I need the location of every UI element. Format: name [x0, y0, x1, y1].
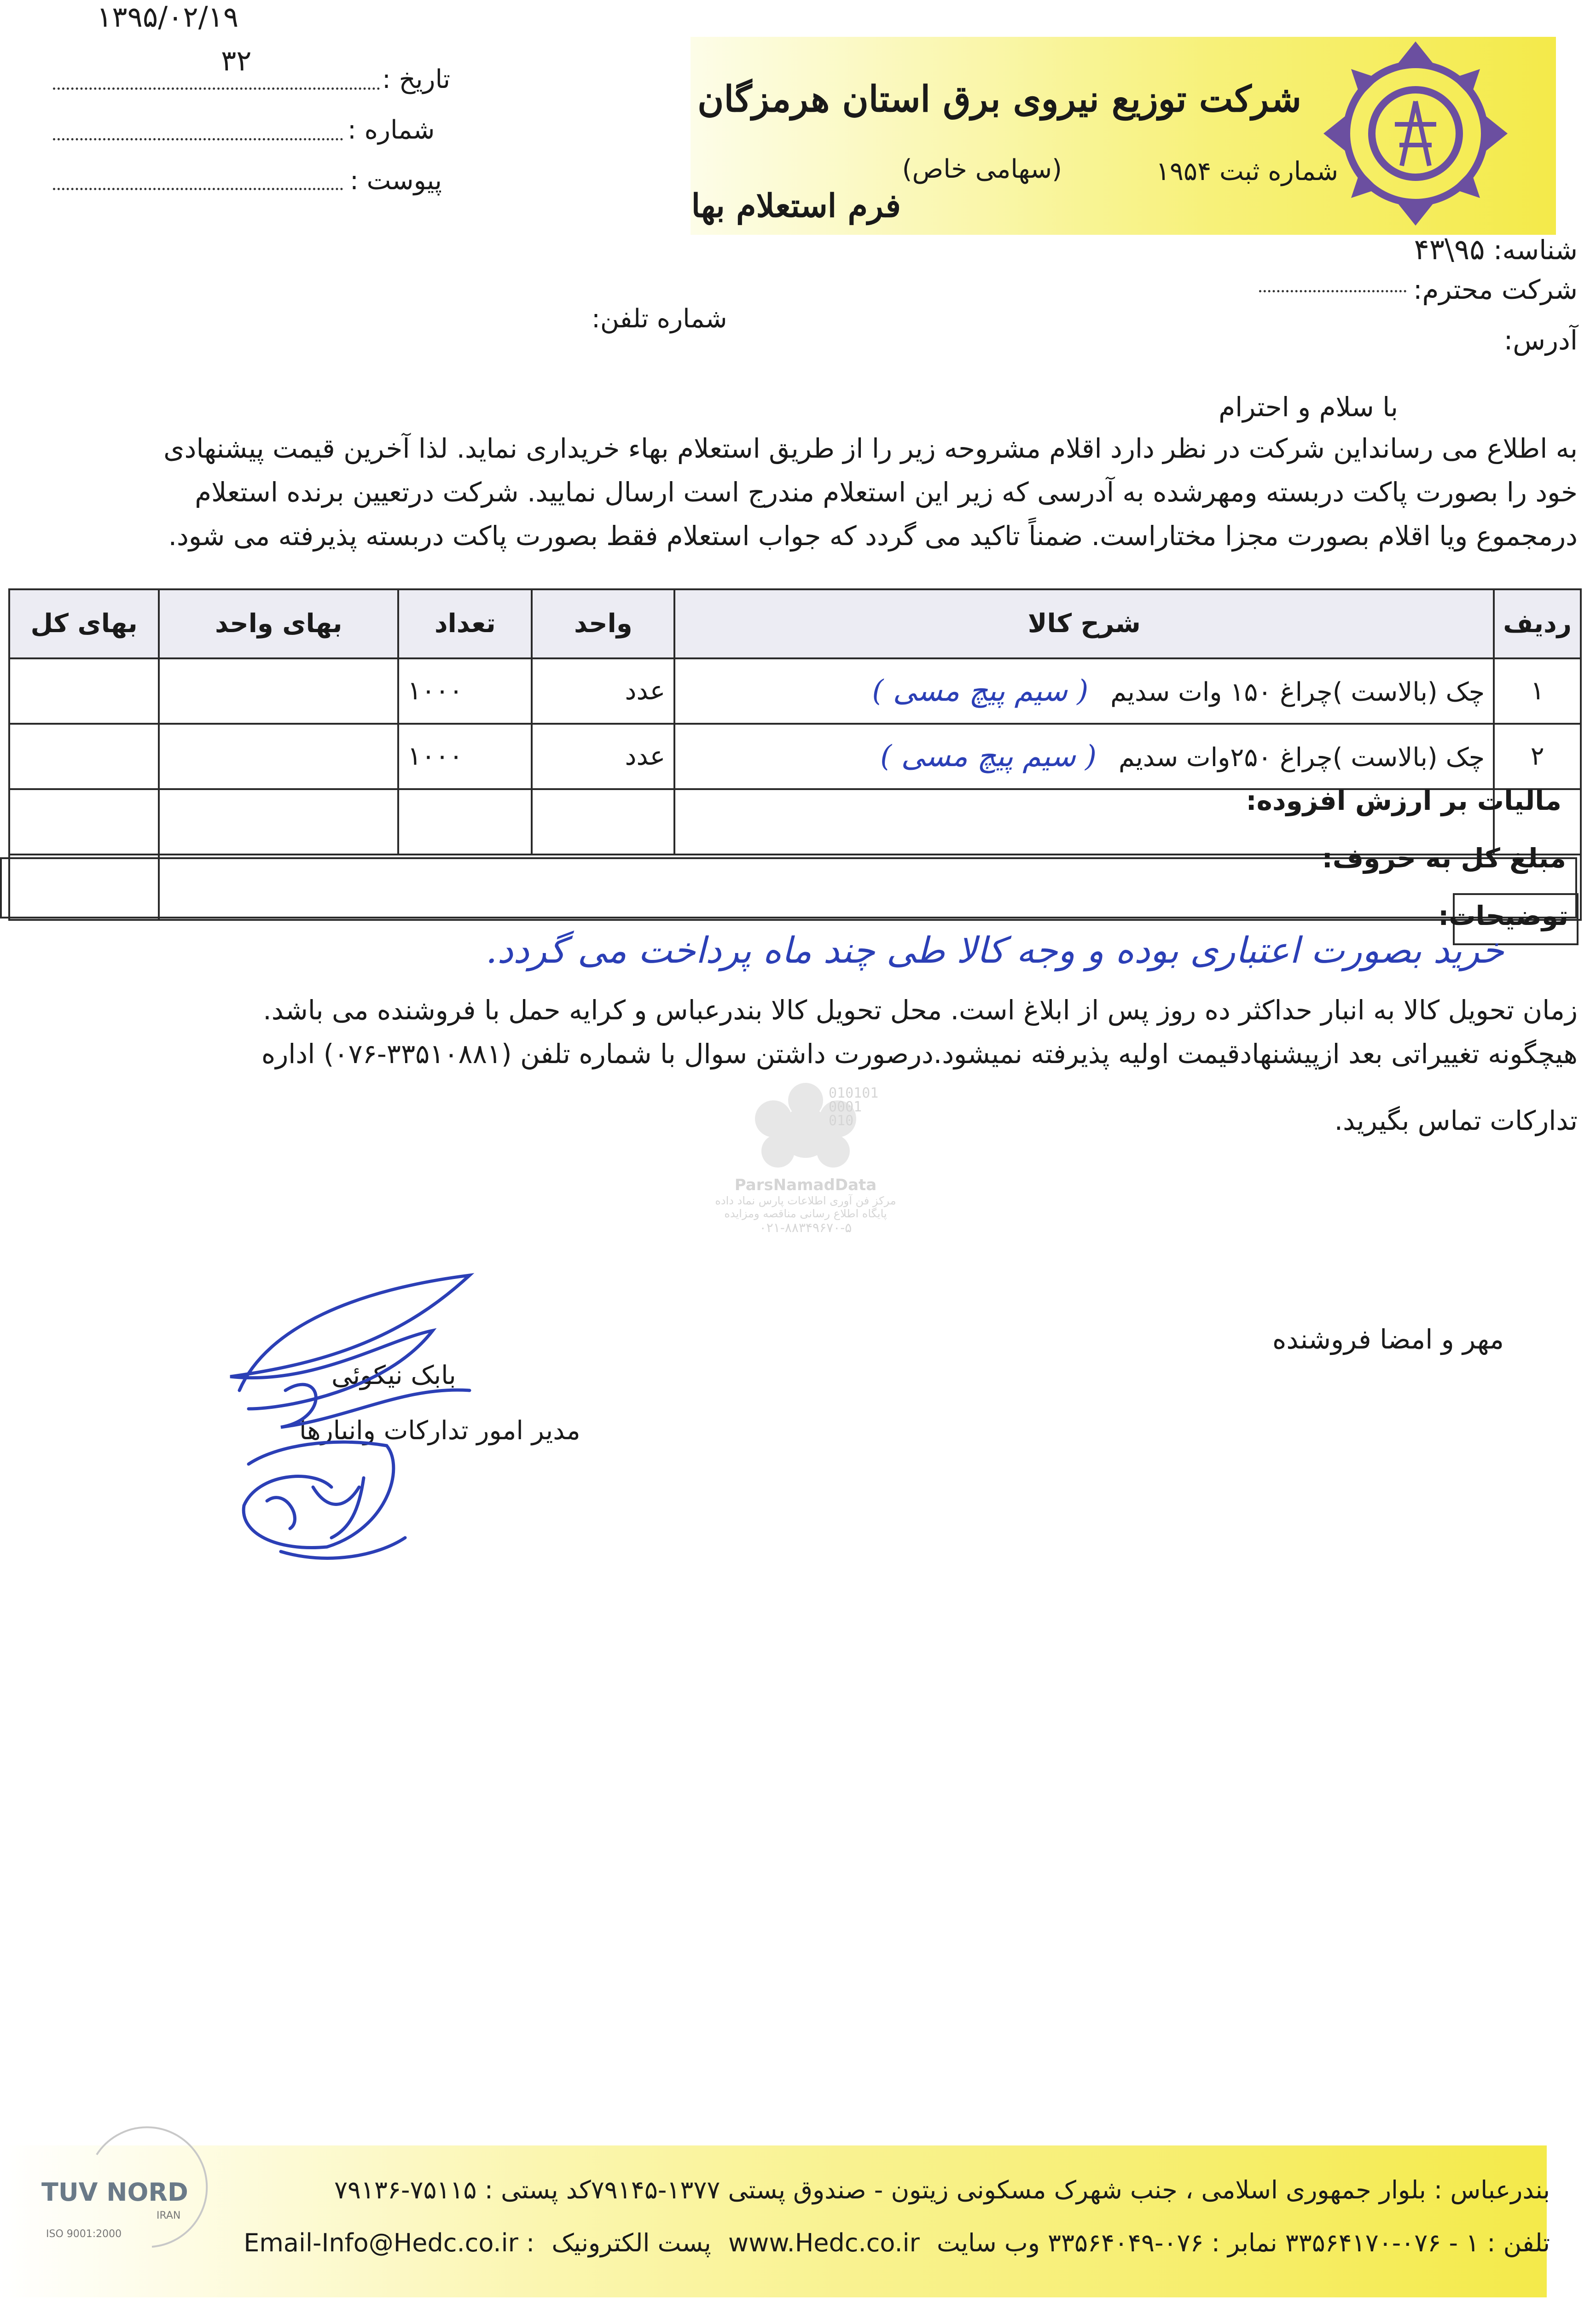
handwritten-date: ۱۳۹۵/۰۲/۱۹	[97, 0, 239, 34]
row-number: ۱	[1494, 658, 1581, 724]
row-description	[674, 724, 1494, 789]
col-description: شرح کالا	[674, 589, 1494, 658]
tuv-certification	[41, 2118, 216, 2256]
watermark-bits: 010	[829, 1113, 854, 1129]
table-header-row	[9, 589, 1581, 658]
row-number: ۲	[1494, 724, 1581, 789]
footer-address: بندرعباس : بلوار جمهوری اسلامی ، جنب شهرک مسکونی زیتون - صندوق پستی ۱۳۷۷-۷۹۱۴۵کد پستی : ۷۵۱۱۵-۷۹۱۳۶	[334, 2175, 1550, 2204]
row-unit: عدد	[532, 658, 674, 724]
total-words-label: مبلغ کل به حروف:	[1322, 843, 1566, 874]
seller-stamp-label: مهر و امضا فروشنده	[1272, 1324, 1504, 1355]
footer-email-label: پست الکترونیک	[551, 2228, 711, 2257]
row-total-price	[9, 658, 159, 724]
company-recipient-label: شرکت محترم:	[1413, 274, 1578, 305]
watermark-phone: ۰۲۱-۸۸۳۴۹۶۷۰-۵	[759, 1220, 852, 1235]
company-logo-icon	[1314, 32, 1517, 235]
number-label: شماره :	[348, 115, 435, 145]
tuv-logo-text: TUV NORD	[41, 2178, 188, 2207]
watermark-line-2: پایگاه اطلاع رسانی مناقصه ومزایده	[724, 1207, 887, 1220]
company-name: شرکت توزیع نیروی برق استان هرمزگان	[697, 78, 1301, 120]
body-line-3: درمجموع ویا اقلام بصورت مجزا مختاراست. ضمناً تاکید می گردد که جواب استعلام فقط بصورت پاکت دربسته پذیرفته می شود.	[168, 520, 1578, 552]
company-type: (سهامی خاص)	[902, 154, 1062, 184]
footer-contact	[244, 2228, 1550, 2257]
col-qty: تعداد	[398, 589, 532, 658]
tuv-standard: ISO 9001:2000	[46, 2228, 122, 2240]
row-unit-price	[159, 658, 398, 724]
footer-email[interactable]: Email-Info@Hedc.co.ir :	[244, 2228, 535, 2257]
date-label: تاریخ :	[382, 64, 451, 94]
company-recipient-line	[1259, 285, 1406, 292]
watermark-bits: 0001	[829, 1099, 862, 1115]
col-row: ردیف	[1494, 589, 1581, 658]
item-desc: چک (بالاست )چراغ ۱۵۰ وات سدیم	[1110, 677, 1485, 707]
notes-line-3: تدارکات تماس بگیرید.	[1334, 1105, 1578, 1136]
table-row	[9, 724, 1581, 789]
item-handwritten-note: ( سیم پیچ مسی )	[880, 739, 1097, 773]
date-line	[53, 83, 380, 90]
signature-scribble-icon	[212, 1271, 506, 1575]
attachment-line	[53, 183, 343, 190]
form-title: فرم استعلام بها	[691, 186, 901, 225]
registration-number: شماره ثبت ۱۹۵۴	[1155, 157, 1338, 186]
attachment-label: پیوست :	[350, 166, 442, 196]
item-desc: چک (بالاست )چراغ ۲۵۰وات سدیم	[1118, 742, 1485, 773]
row-unit-price	[159, 724, 398, 789]
footer-phone: تلفن : ۱ - ۰۷۶-۳۳۵۶۴۱۷۰ نمابر : ۰۷۶-۳۳۵۶۴۰۴۹ وب سایت	[936, 2228, 1550, 2257]
footer-band	[0, 2145, 1547, 2297]
row-total-price	[9, 724, 159, 789]
tuv-country: IRAN	[157, 2210, 181, 2221]
body-line-2: خود را بصورت پاکت دربسته ومهرشده به آدرسی که زیر این استعلام مندرج است ارسال نمایید. شرکت درتعیین برنده استعلام	[195, 477, 1578, 508]
notes-label: توضیحات:	[1438, 900, 1568, 931]
item-handwritten-note: ( سیم پیچ مسی )	[872, 674, 1089, 708]
address-label: آدرس:	[1503, 325, 1578, 356]
row-unit: عدد	[532, 724, 674, 789]
row-description	[674, 658, 1494, 724]
signer-name: بابک نیکوئی	[331, 1360, 456, 1390]
row-qty: ۱۰۰۰	[398, 658, 532, 724]
footer-website[interactable]: www.Hedc.co.ir	[728, 2228, 920, 2257]
tax-label: مالیات بر ارزش افزوده:	[1246, 785, 1561, 816]
watermark	[709, 1082, 902, 1234]
greeting: با سلام و احترام	[1219, 391, 1398, 423]
inquiry-id-label: شناسه:	[1493, 234, 1578, 266]
number-line	[53, 134, 343, 140]
col-unit-price: بهای واحد	[159, 589, 398, 658]
col-total-price: بهای کل	[9, 589, 159, 658]
watermark-brand: ParsNamadData	[734, 1176, 877, 1194]
notes-line-2: هیچگونه تغییراتی بعد ازپیشنهادقیمت اولیه پذیرفته نمیشود.درصورت داشتن سوال با شماره تلفن (۳۳۵۱۰۸۸۱-۰۷۶) اداره	[261, 1038, 1578, 1070]
table-row	[9, 658, 1581, 724]
row-qty: ۱۰۰۰	[398, 724, 532, 789]
body-line-1: به اطلاع می رسانداین شرکت در نظر دارد اقلام مشروحه زیر را از طریق استعلام بهاء خریداری نماید. لذا آخرین قیمت پیشنهادی	[163, 433, 1578, 464]
notes-line-1: زمان تحویل کالا به انبار حداکثر ده روز پس از ابلاغ است. محل تحویل کالا بندرعباس و کرایه حمل با فروشنده می باشد.	[263, 994, 1578, 1026]
inquiry-id	[1414, 233, 1578, 266]
handwritten-number: ۳۲	[221, 44, 252, 77]
phone-label: شماره تلفن:	[592, 304, 727, 334]
watermark-bits: 010101	[829, 1085, 879, 1101]
watermark-line-1: مرکز فن آوری اطلاعات پارس نماد داده	[715, 1194, 896, 1207]
signer-title: مدیر امور تدارکات وانبارها	[299, 1416, 580, 1446]
col-unit: واحد	[532, 589, 674, 658]
handwritten-note: خرید بصورت اعتباری بوده و وجه کالا طی چند ماه پرداخت می گردد.	[486, 930, 1504, 971]
inquiry-id-value: ۹۵\۴۳	[1414, 233, 1485, 266]
